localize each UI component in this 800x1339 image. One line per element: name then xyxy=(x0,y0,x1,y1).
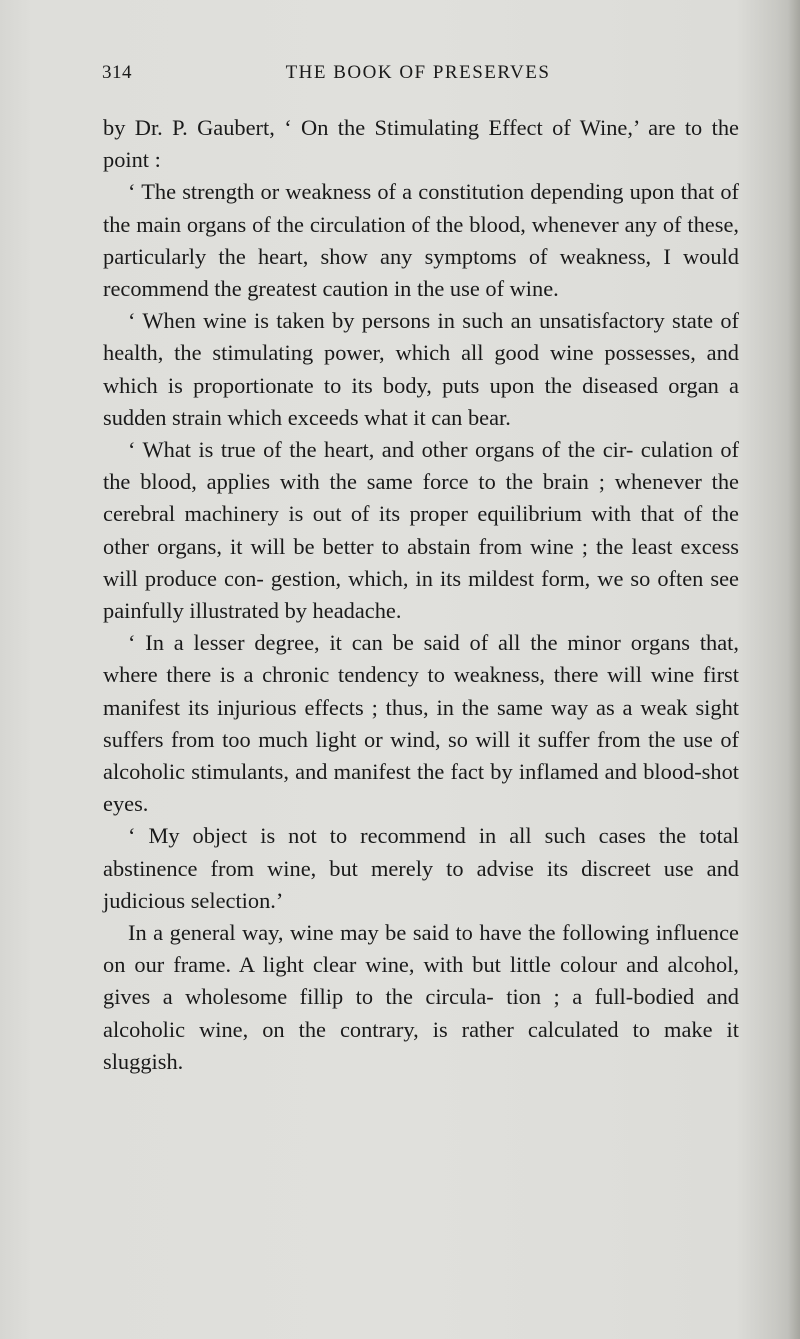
body-text xyxy=(103,112,739,1078)
paragraph-quote-constitution: ‘ The strength or weakness of a constitution depending upon that of the main organs of the circulation of the blood, whenever any of these, particularly the heart, show any symptoms of weakness, I would recommend the greatest caution in the use of wine. xyxy=(103,179,739,302)
page-header xyxy=(96,62,740,92)
running-title: THE BOOK OF PRESERVES xyxy=(285,62,551,83)
paragraph-quote-object: ‘ My object is not to recommend in all such cases the total abstinence from wine, but merely to advise its discreet use and judicious selection.’ xyxy=(103,823,739,913)
paragraph-quote-heart-and-brain: ‘ What is true of the heart, and other organs of the cir- culation of the blood, applies with the same force to the brain ; whenever the cerebral machinery is out of its proper equilibrium with that of the other organs, it will be better to abstain from wine ; the least excess will produce con- gestion, which, in its mildest form, we so often see painfully illustrated by headache. xyxy=(103,437,739,624)
paragraph-quote-unsatisfactory-health: ‘ When wine is taken by persons in such an unsatisfactory state of health, the stimulating power, which all good wine possesses, and which is proportionate to its body, puts upon the diseased organ a sudden strain which exceeds what it can bear. xyxy=(103,308,739,430)
paragraph-continuation: by Dr. P. Gaubert, ‘ On the Stimulating Effect of Wine,’ are to the point : xyxy=(103,115,739,173)
page-number: 314 xyxy=(102,62,132,83)
page-edge-shadow xyxy=(788,0,800,1339)
paragraph-general-influence: In a general way, wine may be said to have the following influence on our frame. A light clear wine, with but little colour and alcohol, gives a wholesome fillip to the circula- tion ; a full-bodied and alcoholic wine, on the contrary, is rather calculated to make it sluggish. xyxy=(103,920,739,1074)
paragraph-quote-minor-organs: ‘ In a lesser degree, it can be said of all the minor organs that, where there is a chronic tendency to weakness, there will wine first manifest its injurious effects ; thus, in the same way as a weak sight suffers from too much light or wind, so will it suffer from the use of alcoholic stimulants, and manifest the fact by inflamed and blood-shot eyes. xyxy=(103,630,739,817)
